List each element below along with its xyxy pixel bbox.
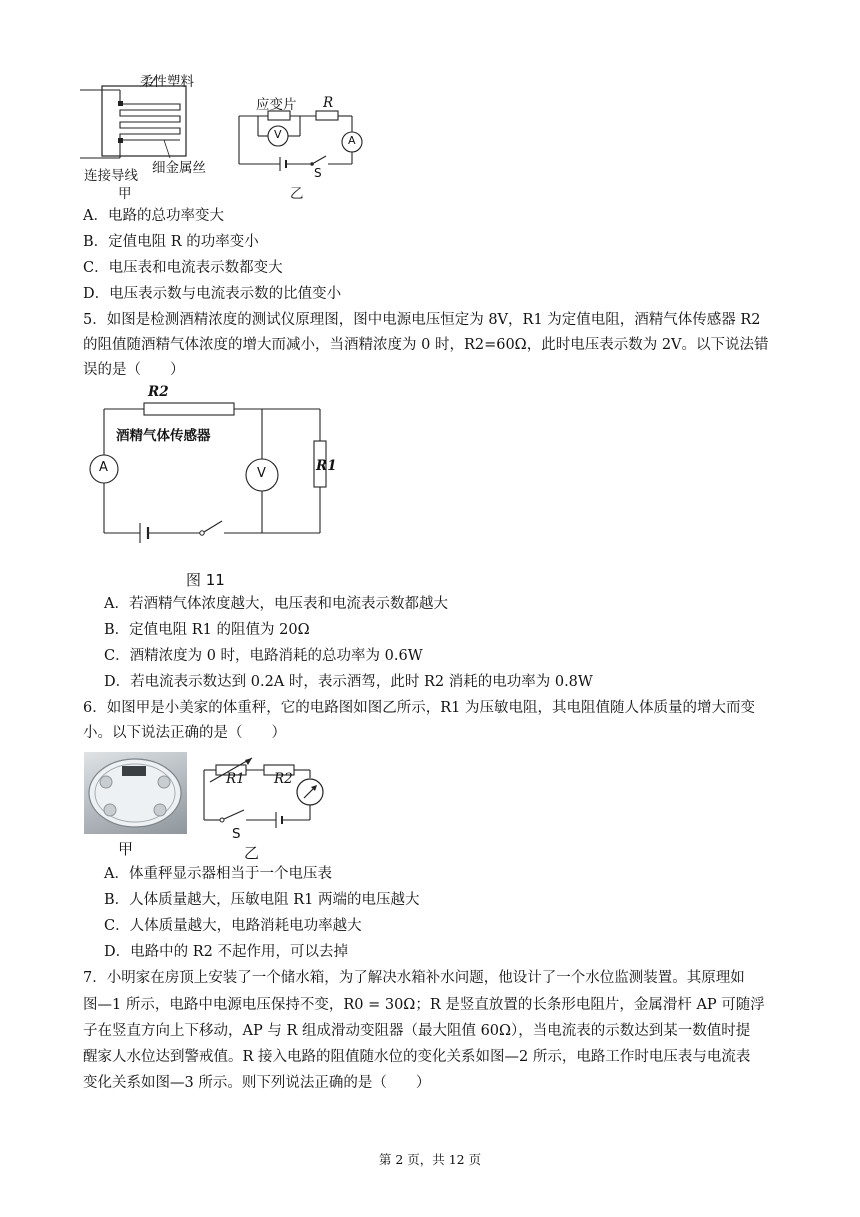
caption-jia-top: 甲 — [118, 186, 132, 202]
q6-option-a: A．体重秤显示器相当于一个电压表 — [104, 866, 332, 882]
q6-stem-line2: 小。以下说法正确的是（ ） — [83, 725, 286, 741]
page-footer: 第 2 页，共 12 页 — [378, 1152, 482, 1167]
weight-scale-circuit — [196, 758, 336, 830]
fig5-voltmeter-label: V — [257, 466, 266, 481]
q6-stem-line1: 6．如图甲是小美家的体重秤，它的电路图如图乙所示，R1 为压敏电阻，其电阻值随人体质量的增大而变 — [83, 700, 755, 716]
fig5-sensor-label: 酒精气体传感器 — [116, 428, 211, 444]
scale-photo — [84, 752, 187, 834]
q7-stem-line4: 醒家人水位达到警戒值。R 接入电路的阻值随水位的变化关系如图—2 所示，电路工作时电压表与电流表 — [83, 1049, 751, 1065]
fig6-r1-label: R1 — [226, 771, 245, 787]
label-thin-wire: 细金属丝 — [152, 160, 206, 176]
q4-option-b: B．定值电阻 R 的功率变小 — [83, 234, 259, 250]
q4-option-c: C．电压表和电流表示数都变大 — [83, 260, 283, 276]
q5-option-b: B．定值电阻 R1 的阻值为 20Ω — [104, 622, 310, 638]
q6-option-b: B．人体质量越大，压敏电阻 R1 两端的电压越大 — [104, 892, 420, 908]
label-r: R — [323, 95, 334, 111]
alcohol-sensor-circuit — [88, 395, 348, 555]
q4-option-a: A．电路的总功率变大 — [83, 208, 224, 224]
q7-stem-line5: 变化关系如图—3 所示。则下列说法正确的是（ ） — [83, 1075, 431, 1091]
scale-photo-drawing — [84, 752, 187, 834]
q5-option-c: C．酒精浓度为 0 时，电路消耗的总功率为 0.6W — [104, 648, 423, 664]
q5-stem-line1: 5．如图是检测酒精浓度的测试仪原理图，图中电源电压恒定为 8V，R1 为定值电阻，酒精气体传感器 R2 — [83, 312, 761, 328]
fig5-r1-label: R1 — [316, 458, 337, 474]
q5-option-a: A．若酒精气体浓度越大，电压表和电流表示数都越大 — [104, 596, 448, 612]
q7-stem-line3: 子在竖直方向上下移动，AP 与 R 组成滑动变阻器（最大阻值 60Ω），当电流表的示数达到某一数值时提 — [83, 1023, 751, 1039]
q4-option-d: D．电压表示数与电流表示数的比值变小 — [83, 286, 342, 302]
q5-stem-line3: 误的是（ ） — [83, 362, 185, 378]
fig5-caption: 图 11 — [186, 571, 225, 589]
fig5-r2-label: R2 — [148, 384, 169, 400]
q7-stem-line2: 图—1 所示，电路中电源电压保持不变，R0 = 30Ω；R 是竖直放置的长条形电阻片，金属滑杆 AP 可随浮 — [83, 997, 765, 1013]
ammeter-label: A — [348, 134, 356, 147]
voltmeter-label: V — [274, 128, 282, 141]
label-leads: 连接导线 — [84, 168, 138, 184]
label-strain-gauge: 应变片 — [256, 97, 297, 113]
q6-option-d: D．电路中的 R2 不起作用，可以去掉 — [104, 944, 348, 960]
q7-stem-line1: 7．小明家在房顶上安装了一个储水箱，为了解决水箱补水问题，他设计了一个水位监测装置。其原理如 — [83, 970, 745, 986]
switch-label: S — [314, 166, 322, 180]
fig6-switch-label: S — [232, 826, 241, 842]
fig5-ammeter-label: A — [99, 460, 108, 475]
q6-option-c: C．人体质量越大，电路消耗电功率越大 — [104, 918, 362, 934]
fig6-yi-caption: 乙 — [244, 844, 260, 862]
caption-yi-top: 乙 — [290, 186, 304, 202]
q5-stem-line2: 的阻值随酒精气体浓度的增大而减小，当酒精浓度为 0 时，R2=60Ω，此时电压表示数为 2V。以下说法错 — [83, 337, 769, 353]
label-plastic: 柔性塑料 — [140, 74, 194, 90]
q5-option-d: D．若电流表示数达到 0.2A 时，表示酒驾，此时 R2 消耗的电功率为 0.8W — [104, 674, 593, 690]
fig6-jia-caption: 甲 — [118, 840, 134, 858]
fig6-r2-label: R2 — [274, 771, 293, 787]
